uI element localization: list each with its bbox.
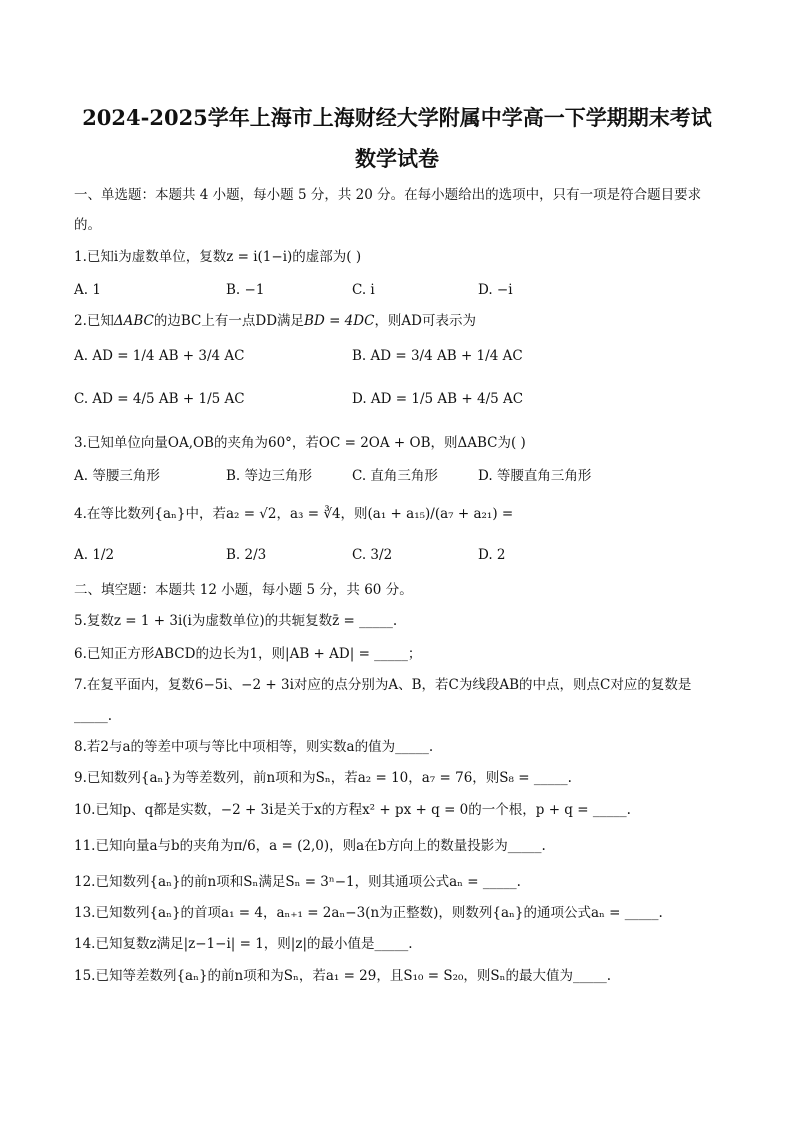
q1-option-c: C. i xyxy=(352,282,375,298)
question-7: 7.在复平面内，复数6−5i、−2 + 3i对应的点分别为A、B，若C为线段AB的中点，则点C对应的复数是 xyxy=(74,677,692,693)
question-15: 15.已知等差数列{aₙ}的前n项和为Sₙ，若a₁ = 29，且S₁₀ = S₂₀，则Sₙ的最大值为_____. xyxy=(74,968,612,984)
q3-option-a: A. 等腰三角形 xyxy=(74,468,160,484)
q2-option-c: C. AD = 4/5 AB + 1/5 AC xyxy=(74,391,245,407)
question-8: 8.若2与a的等差中项与等比中项相等，则实数a的值为_____. xyxy=(74,739,434,755)
question-10: 10.已知p、q都是实数，−2 + 3i是关于x的方程x² + px + q = 0的一个根，p + q = _____. xyxy=(74,802,631,818)
q4-option-b: B. 2/3 xyxy=(226,547,267,563)
question-13: 13.已知数列{aₙ}的首项a₁ = 4，aₙ₊₁ = 2aₙ−3(n为正整数)，则数列{aₙ}的通项公式aₙ = _____. xyxy=(74,905,663,921)
q2-mid: 的边BC上有一点DD满足 xyxy=(153,313,305,329)
question-5: 5.复数z = 1 + 3i(i为虚数单位)的共轭复数z̄ = _____. xyxy=(74,613,398,629)
q2-prefix: 2.已知 xyxy=(74,313,114,329)
section1-heading-cont: 的。 xyxy=(74,217,101,233)
question-14: 14.已知复数z满足|z−1−i| = 1，则|z|的最小值是_____. xyxy=(74,936,413,952)
exam-subtitle: 数学试卷 xyxy=(355,146,439,171)
section2-heading: 二、填空题：本题共 12 小题，每小题 5 分，共 60 分。 xyxy=(74,582,413,598)
q2-triangle: ΔABC xyxy=(113,313,154,329)
question-11: 11.已知向量a与b的夹角为π/6，a = (2,0)，则a在b方向上的数量投影为_____. xyxy=(74,838,546,854)
question-2 xyxy=(74,312,724,330)
q2-tail: ，则AD可表示为 xyxy=(374,313,477,329)
q3-option-b: B. 等边三角形 xyxy=(226,468,313,484)
q1-option-a: A. 1 xyxy=(74,282,101,298)
q3-option-d: D. 等腰直角三角形 xyxy=(478,468,592,484)
question-6: 6.已知正方形ABCD的边长为1，则|AB + AD| = _____； xyxy=(74,646,422,662)
question-12: 12.已知数列{aₙ}的前n项和Sₙ满足Sₙ = 3ⁿ−1，则其通项公式aₙ = _____. xyxy=(74,874,521,890)
question-1: 1.已知i为虚数单位，复数z = i(1−i)的虚部为( ) xyxy=(74,249,362,265)
question-3: 3.已知单位向量OA,OB的夹角为60°，若OC = 2OA + OB，则ΔABC为( ) xyxy=(74,435,526,451)
exam-title: 2024-2025学年上海市上海财经大学附属中学高一下学期期末考试 xyxy=(82,105,712,130)
q1-option-b: B. −1 xyxy=(226,282,265,298)
q4-option-c: C. 3/2 xyxy=(352,547,393,563)
q3-option-c: C. 直角三角形 xyxy=(352,468,438,484)
question-9: 9.已知数列{aₙ}为等差数列，前n项和为Sₙ，若a₂ = 10，a₇ = 76，则S₈ = _____. xyxy=(74,770,572,786)
question-4: 4.在等比数列{aₙ}中，若a₂ = √2，a₃ = ∛4，则(a₁ + a₁₅)/(a₇ + a₂₁) = xyxy=(74,506,514,522)
q2-condition: BD = 4DC xyxy=(304,313,375,329)
q4-option-a: A. 1/2 xyxy=(74,547,115,563)
q1-option-d: D. −i xyxy=(478,282,513,298)
q2-option-a: A. AD = 1/4 AB + 3/4 AC xyxy=(74,348,245,364)
question-7-cont: _____. xyxy=(74,708,113,724)
q4-option-d: D. 2 xyxy=(478,547,506,563)
q2-option-d: D. AD = 1/5 AB + 4/5 AC xyxy=(352,391,524,407)
q2-option-b: B. AD = 3/4 AB + 1/4 AC xyxy=(352,348,523,364)
section1-heading: 一、单选题：本题共 4 小题，每小题 5 分，共 20 分。在每小题给出的选项中，只有一项是符合题目要求 xyxy=(74,187,702,203)
